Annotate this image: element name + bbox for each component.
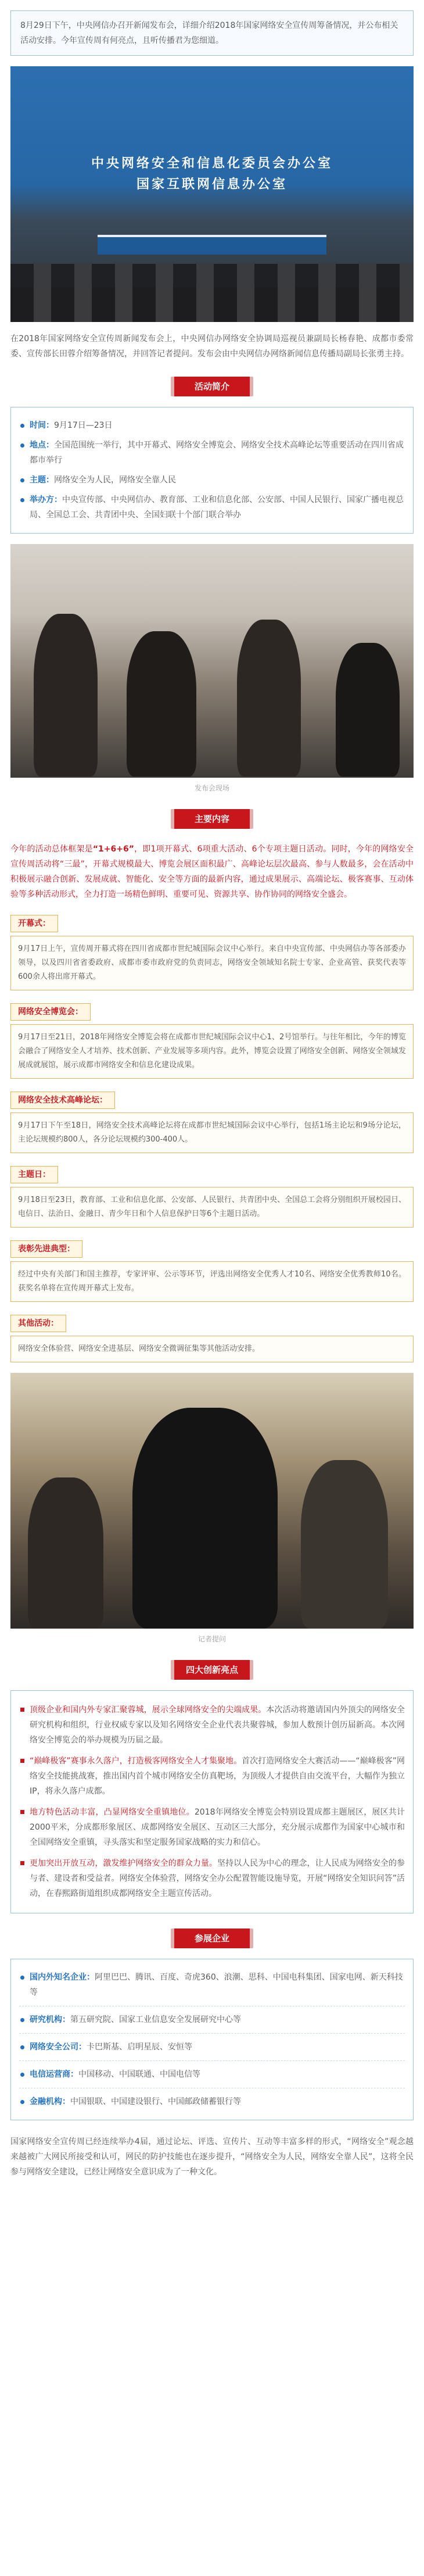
exhibitor-label: 国内外知名企业：: [30, 1973, 95, 1982]
press-banner-line2: 国家互联网信息办公室: [136, 177, 288, 192]
exhibitor-item: [19, 2034, 405, 2061]
press-conference-photo: [10, 66, 414, 322]
highlight-body: 坚持以人民为中心的理念，让人民成为网络安全的参与者、建设者和受益者。网络安全体验营，网络安全办公配置智能设施导览，开展“网络安全知识问答”活动，在春熙路街道组织成都网络安全主题宣传活动。: [30, 1859, 405, 1898]
bullet-square-icon: [20, 1810, 24, 1814]
attendee-figure: [301, 1460, 388, 1629]
bullet-square-icon: [20, 1861, 24, 1865]
exhibitor-label: 电信运营商：: [30, 2070, 78, 2079]
exhibitor-item: [19, 2006, 405, 2034]
highlight-item: [19, 1856, 405, 1901]
highlight-body: 2018年网络安全博览会特别设置成都主题展区，展区共计2000平米，分成都形象展区、成都网络安全展区、互动区三大部分，充分展示成都作为国家中心城市和全国网络安全重镇，寻头落实和坚定服务国家战略的实力和信心。: [30, 1808, 405, 1847]
overview-text: 全国范围统一举行，其中开幕式、网络安全博览会、网络安全技术高峰论坛等重要活动在四川省成都市举行: [30, 441, 404, 465]
block-body: 经过中央有关部门和国主推荐，专家评审、公示等环节，评选出网络安全优秀人才10名、网络安全优秀教师10名。获奖名单将在宣传周开幕式上发布。: [10, 1261, 414, 1302]
block-body: 9月17日上午，宣传周开幕式将在四川省成都市世纪城国际会议中心举行。来自中央宣传部、中央网信办等各部委办领导，以及四川省省委政府、成都市委市政府党的负责同志，网络安全领域知名院士专家、企业高管、获奖代表等600余人将出席开幕式。: [10, 936, 414, 990]
exhibitor-text: 中国银联、中国建设银行、中国邮政储蓄银行等: [70, 2097, 241, 2106]
bullet-square-icon: [20, 1759, 24, 1763]
section-title-highlights: 四大创新亮点: [171, 1660, 253, 1680]
bullet-dot-icon: [20, 2045, 24, 2049]
overview-text: 中央宣传部、中央网信办、教育部、工业和信息化部、公安部、中国人民银行、国家广播电视总局、全国总工会、共青团中央、全国妇联十个部门联合举办: [30, 495, 404, 520]
highlight-lead: 地方特色活动丰富，凸显网络安全重镇地位。: [30, 1808, 195, 1817]
attendee-figure: [336, 643, 400, 777]
bullet-dot-icon: [20, 478, 24, 482]
highlight-item: [19, 1805, 405, 1850]
content-block-expo: [10, 1003, 414, 1079]
main-content-lead: [10, 842, 414, 902]
lead-suffix: ，即1项开幕式、6项重大活动、6个专项主题日活动。同时，今年的网络安全宣传周活动将“三最”，开幕式规模最大、博览会展区面积最广、高峰论坛层次最高、参与人数最多，会在活动中积极展示融合创新、发展成就、智能化、安全等方面的最新内容，通过成果展示、高端论坛、极客赛事、互动体验等多种活动形式，全力打造一场精色鲜明、重要可见、资源共享、协作协同的网络安全盛会。: [10, 845, 414, 899]
attendee-figure: [127, 631, 196, 777]
bullet-dot-icon: [20, 2018, 24, 2022]
overview-item: [19, 438, 405, 468]
overview-label: 举办方：: [30, 495, 62, 505]
attendee-figure: [34, 614, 98, 777]
overview-label: 地点：: [30, 441, 54, 450]
block-label: 网络安全技术高峰论坛：: [10, 1092, 115, 1109]
lead-prefix: 今年的活动总体框架是: [10, 845, 93, 854]
highlight-item: [19, 1754, 405, 1799]
block-body: 网络安全体验营、网络安全进基层、网络安全微调征集等其他活动安排。: [10, 1336, 414, 1362]
exhibitor-label: 网络安全公司：: [30, 2042, 87, 2052]
exhibitor-label: 金融机构：: [30, 2097, 70, 2106]
lead-key: “1+6+6”: [92, 845, 134, 854]
content-block-awards: [10, 1240, 414, 1302]
exhibitors-box: [10, 1959, 414, 2120]
overview-item: [19, 473, 405, 488]
overview-box: [10, 407, 414, 534]
bullet-square-icon: [20, 1708, 24, 1712]
photo-caption: 记者提问: [197, 1635, 226, 1643]
content-block-opening: [10, 915, 414, 990]
exhibitor-label: 研究机构：: [30, 2015, 70, 2024]
highlight-body: 本次活动将邀请国内外顶尖的网络安全研究机构和组织，行业权威专家以及知名网络安全企业代表共聚蓉城，参加人数预计创历届新高。本次网络安全博览会的举办规模为历届之最。: [30, 1705, 405, 1745]
bullet-dot-icon: [20, 424, 24, 428]
highlight-lead: 更加突出开放互动，激发维护网络安全的群众力量。: [30, 1859, 218, 1868]
bullet-dot-icon: [20, 1976, 24, 1980]
intro-box: [10, 10, 414, 56]
block-label: 开幕式：: [10, 915, 58, 932]
reporter-photo: [10, 1373, 414, 1629]
section-title-exhibitors: 参展企业: [171, 1929, 253, 1948]
forum-photo: [10, 544, 414, 778]
block-label: 其他活动：: [10, 1315, 66, 1332]
content-block-theme-days: [10, 1166, 414, 1228]
overview-label: 主题：: [30, 475, 54, 485]
exhibitor-item: [19, 2088, 405, 2115]
audience-row: [10, 287, 414, 322]
section-title-overview: 活动简介: [171, 377, 253, 396]
overview-text: 网络安全为人民，网络安全靠人民: [54, 475, 176, 485]
closing-paragraph: 国家网络安全宣传周已经连续举办4届，通过论坛、评选、宣传片、互动等丰富多样的形式，“网络安全”观念越来越被广大网民所接受和认可，网民的防护技能也在逐步提升，“网络安全为人民，网络安全靠人民”，这将全民参与网络安全建设，已经让网络安全意识成为了一种文化。: [10, 2137, 414, 2177]
exhibitor-text: 第五研究院、国家工业信息安全发展研究中心等: [70, 2015, 241, 2024]
highlight-item: [19, 1702, 405, 1748]
block-label: 表彰先进典型：: [10, 1240, 82, 1258]
exhibitor-item: [19, 2061, 405, 2088]
bullet-dot-icon: [20, 443, 24, 448]
highlights-box: [10, 1690, 414, 1913]
highlight-lead: 顶级企业和国内外专家汇聚蓉城，展示全球网络安全的尖端成果。: [30, 1705, 267, 1715]
press-banner: [10, 153, 414, 195]
block-body: 9月18日至23日，教育部、工业和信息化部、公安部、人民银行、共青团中央、全国总工会将分别组织开展校园日、电信日、法治日、金融日、青少年日和个人信息保护日等6个主题日活动。: [10, 1187, 414, 1228]
photo-caption: 发布会现场: [194, 784, 229, 792]
overview-label: 时间：: [30, 421, 54, 430]
content-block-other: [10, 1315, 414, 1362]
block-label: 主题日：: [10, 1166, 58, 1183]
highlight-body: 首次打造网络安全大赛活动——“巅峰极客”网络安全技能挑战赛，推出国内首个城市网络安全仿真靶场，为顶级人才提供自由交流平台，大幅作为独立IP，将永久落户成都。: [30, 1756, 405, 1796]
block-label: 网络安全博览会：: [10, 1003, 91, 1021]
attendee-figure: [28, 1477, 103, 1629]
press-table: [98, 235, 326, 255]
block-body: 9月17日下午至18日，网络安全技术高峰论坛将在成都市世纪城国际会议中心举行，包括1场主论坛和9场分论坛，主论坛规模约800人，各分论坛规模约300-400人。: [10, 1112, 414, 1153]
exhibitor-text: 中国移动、中国联通、中国电信等: [78, 2070, 200, 2079]
exhibitor-item: [19, 1964, 405, 2006]
paragraph: 在2018年国家网络安全宣传周新闻发布会上，中央网信办网络安全协调局巡视员兼副局长杨春艳、成都市委常委、宣传部长田蓉介绍筹备情况，并回答记者提问。发布会由中央网信办网络新闻信息传播局副局长张勇主持。: [10, 334, 414, 359]
bullet-dot-icon: [20, 498, 24, 502]
overview-text: 9月17日—23日: [54, 421, 113, 430]
overview-item: [19, 492, 405, 523]
block-body: 9月17日至21日，2018年网络安全博览会将在成都市世纪城国际会议中心1、2号馆举行。与往年相比，今年的博览会融合了网络安全人才培养、技术创新、产业发展等多项内容。此外，博览会设置了网络安全创新、网络安全领域发展成就展馆，展示成都市网络安全和信息化建设成果。: [10, 1024, 414, 1079]
exhibitor-text: 阿里巴巴、腾讯、百度、奇虎360、浪潮、思科、中国电科集团、国家电网、新天科技等: [30, 1973, 403, 1997]
bullet-dot-icon: [20, 2100, 24, 2104]
exhibitor-text: 卡巴斯基、启明星辰、安恒等: [87, 2042, 192, 2052]
press-banner-line1: 中央网络安全和信息化委员会办公室: [91, 156, 333, 171]
intro-text: 8月29日下午，中央网信办召开新闻发布会，详细介绍2018年国家网络安全宣传周筹备情况，并公布相关活动安排。今年宣传周有何亮点，且听传播君为您细道。: [20, 21, 398, 45]
bullet-dot-icon: [20, 2073, 24, 2077]
reporter-figure: [132, 1408, 278, 1629]
section-title-main-content: 主要内容: [171, 809, 253, 829]
content-block-forum: [10, 1092, 414, 1153]
overview-item: [19, 418, 405, 433]
highlight-lead: “巅峰极客”赛事永久落户，打造极客网络安全人才集聚地。: [30, 1756, 242, 1766]
attendee-figure: [237, 620, 301, 777]
